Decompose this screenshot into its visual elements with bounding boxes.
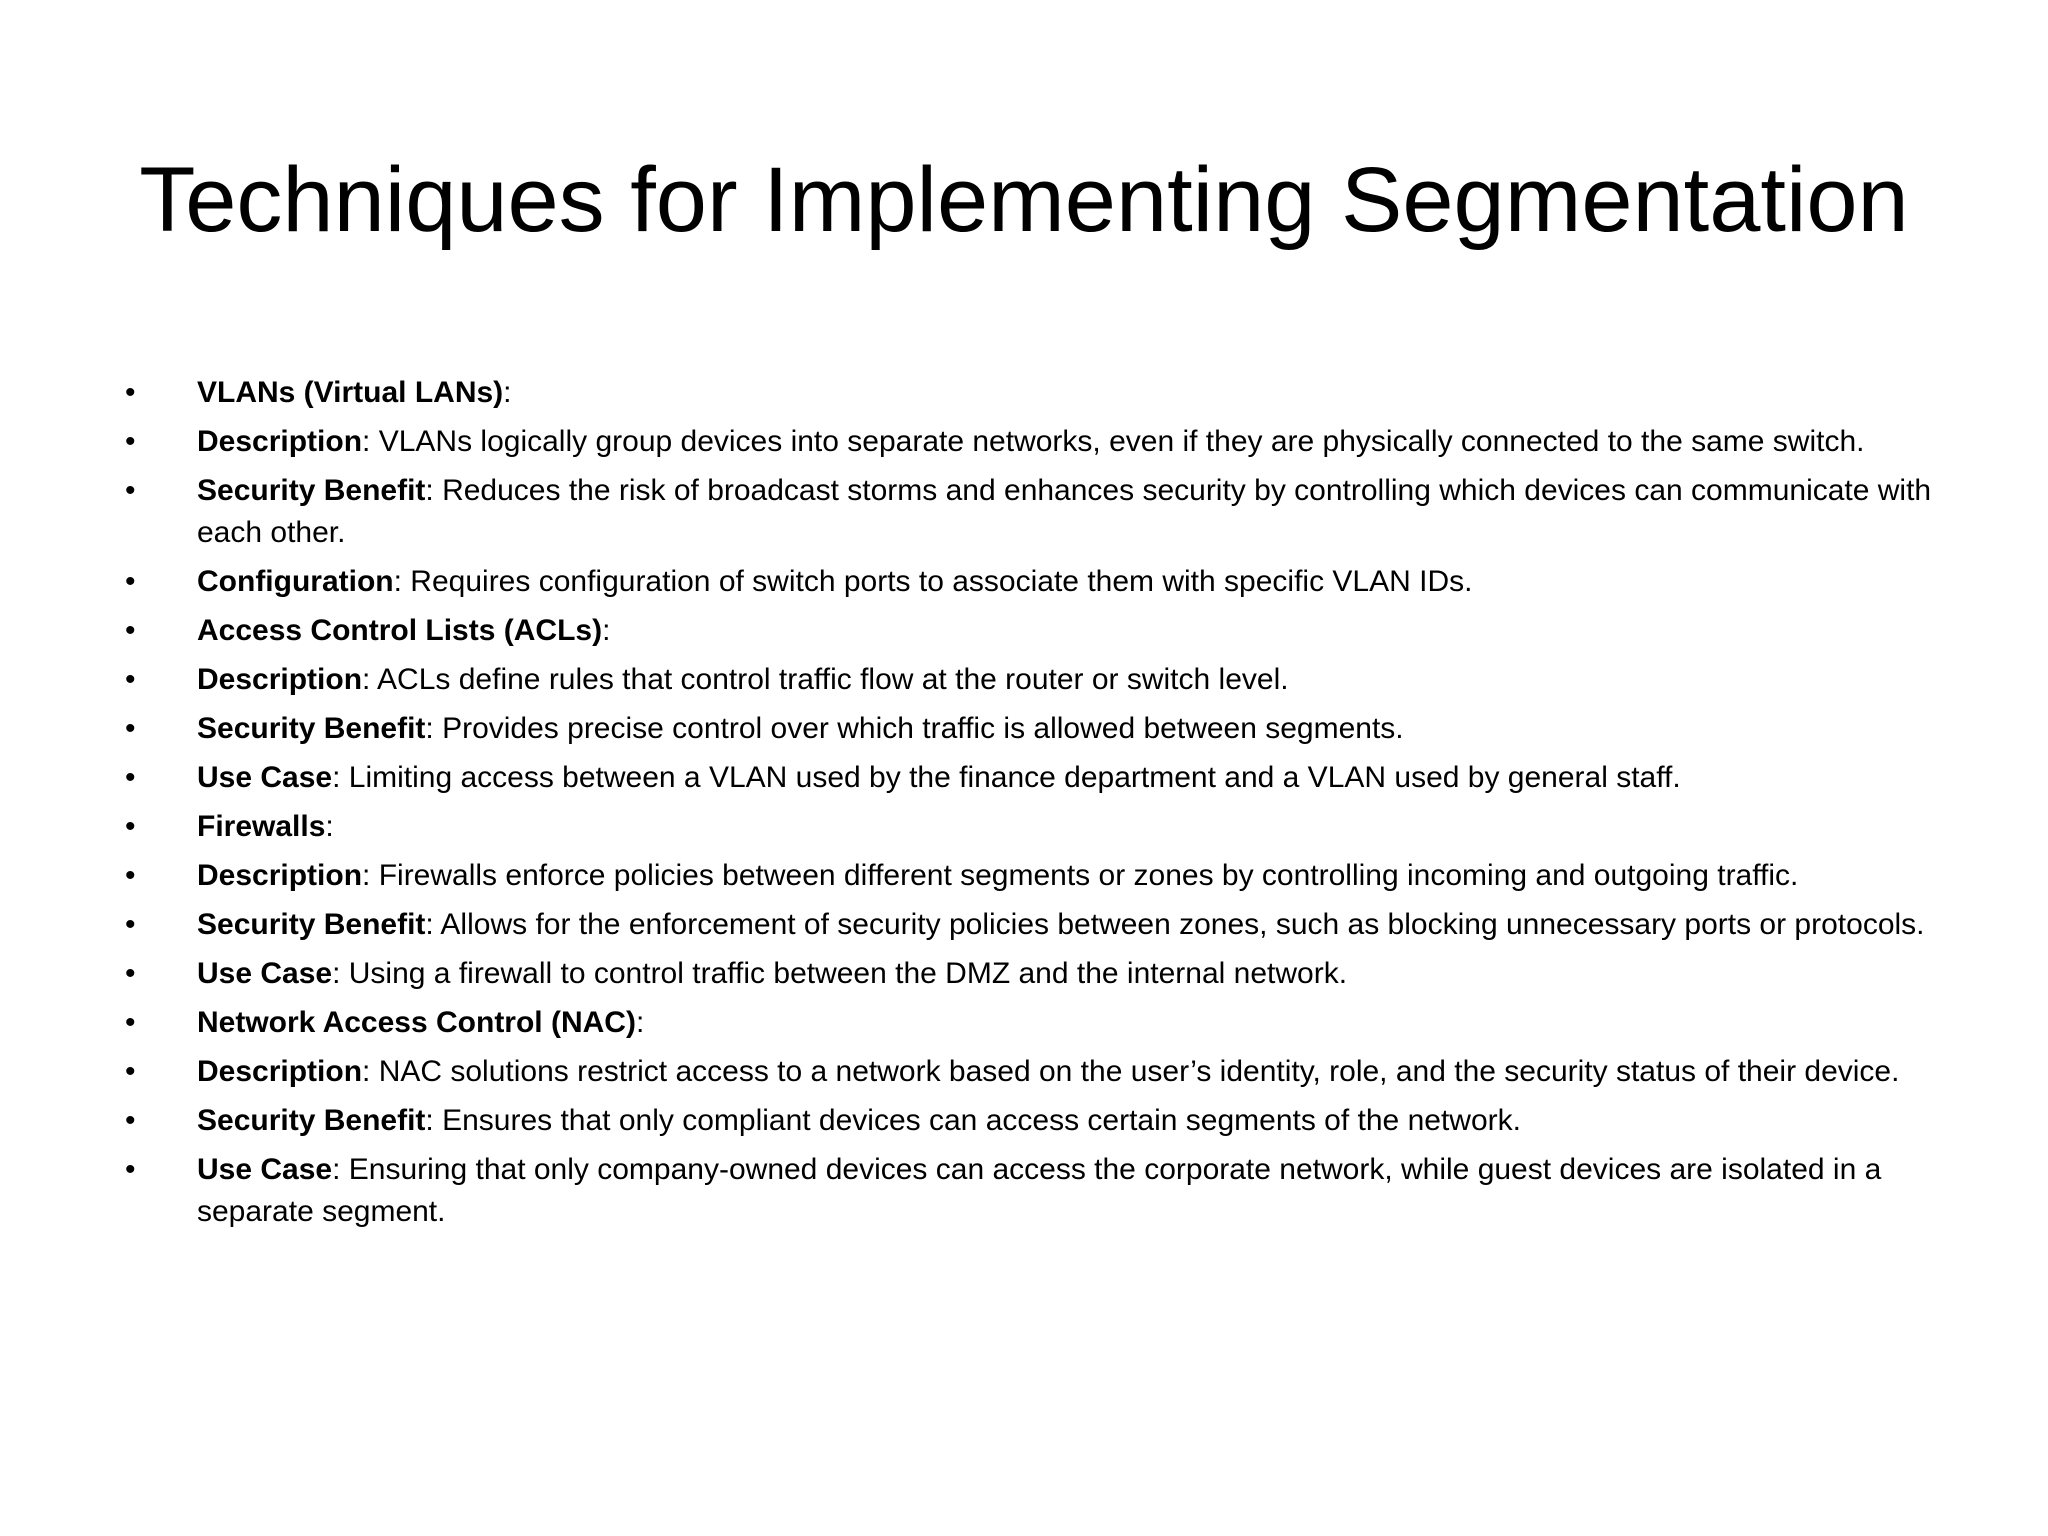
bullet-icon: •: [125, 425, 136, 458]
list-item: [125, 610, 1945, 652]
bullet-text: : NAC solutions restrict access to a network based on the user’s identity, role, and the security status of their device.: [362, 1055, 1900, 1088]
bullet-text: : VLANs logically group devices into separate networks, even if they are physically connected to the same switch.: [362, 425, 1865, 458]
bullet-term: Description: [197, 663, 363, 696]
bullet-term: Use Case: [197, 761, 333, 794]
bullet-term: Security Benefit: [197, 712, 426, 745]
bullet-icon: •: [125, 810, 136, 843]
bullet-icon: •: [125, 859, 136, 892]
bullet-term: Access Control Lists (ACLs): [197, 614, 603, 647]
list-item: [125, 904, 1945, 946]
list-item: [125, 372, 1945, 414]
bullet-icon: •: [125, 1006, 136, 1039]
bullet-term: Use Case: [197, 957, 333, 990]
bullet-text: :: [503, 376, 512, 409]
bullet-text: : Reduces the risk of broadcast storms and enhances security by controlling which devices can communicate with each other.: [197, 474, 1932, 549]
bullet-text: : Provides precise control over which traffic is allowed between segments.: [425, 712, 1404, 745]
list-item: [125, 1002, 1945, 1044]
bullet-text: : ACLs define rules that control traffic flow at the router or switch level.: [362, 663, 1289, 696]
bullet-text: :: [602, 614, 611, 647]
bullet-icon: •: [125, 474, 136, 507]
bullet-text: :: [325, 810, 334, 843]
bullet-term: Configuration: [197, 565, 394, 598]
bullet-icon: •: [125, 712, 136, 745]
list-item: [125, 855, 1945, 897]
bullet-term: Network Access Control (NAC): [197, 1006, 636, 1039]
bullet-term: Description: [197, 859, 363, 892]
bullet-term: Security Benefit: [197, 908, 426, 941]
list-item: [125, 757, 1945, 799]
bullet-term: Security Benefit: [197, 1104, 426, 1137]
bullet-term: Description: [197, 1055, 363, 1088]
list-item: [125, 708, 1945, 750]
bullet-icon: •: [125, 565, 136, 598]
bullet-text: : Ensuring that only company-owned devices can access the corporate network, while guest devices are isolated in a separate segment.: [197, 1153, 1882, 1228]
list-item: [125, 561, 1945, 603]
bullet-term: Use Case: [197, 1153, 333, 1186]
bullet-icon: •: [125, 908, 136, 941]
bullet-text: : Firewalls enforce policies between different segments or zones by controlling incoming and outgoing traffic.: [362, 859, 1799, 892]
bullet-term: Firewalls: [197, 810, 326, 843]
list-item: [125, 659, 1945, 701]
list-item: [125, 470, 1945, 554]
bullet-text: :: [635, 1006, 645, 1039]
bullet-term: Security Benefit: [197, 474, 426, 507]
bullet-icon: •: [125, 1104, 136, 1137]
bullet-list: [125, 372, 1945, 1240]
bullet-icon: •: [125, 761, 136, 794]
bullet-term: Description: [197, 425, 363, 458]
slide-title: Techniques for Implementing Segmentation: [139, 149, 1909, 251]
list-item: [125, 421, 1945, 463]
bullet-text: : Requires configuration of switch ports to associate them with specific VLAN IDs.: [393, 565, 1473, 598]
bullet-text: : Allows for the enforcement of security policies between zones, such as blocking unnecessary ports or protocols.: [425, 908, 1925, 941]
bullet-text: : Ensures that only compliant devices can access certain segments of the network.: [425, 1104, 1521, 1137]
bullet-icon: •: [125, 957, 136, 990]
bullet-term: VLANs (Virtual LANs): [197, 376, 504, 409]
list-item: [125, 1051, 1945, 1093]
list-item: [125, 806, 1945, 848]
bullet-text: : Using a firewall to control traffic between the DMZ and the internal network.: [332, 957, 1348, 990]
bullet-icon: •: [125, 663, 136, 696]
bullet-icon: •: [125, 1153, 136, 1186]
bullet-text: : Limiting access between a VLAN used by the finance department and a VLAN used by general staff.: [332, 761, 1681, 794]
bullet-icon: •: [125, 614, 136, 647]
list-item: [125, 953, 1945, 995]
list-item: [125, 1100, 1945, 1142]
bullet-icon: •: [125, 1055, 136, 1088]
bullet-icon: •: [125, 376, 136, 409]
list-item: [125, 1149, 1945, 1233]
